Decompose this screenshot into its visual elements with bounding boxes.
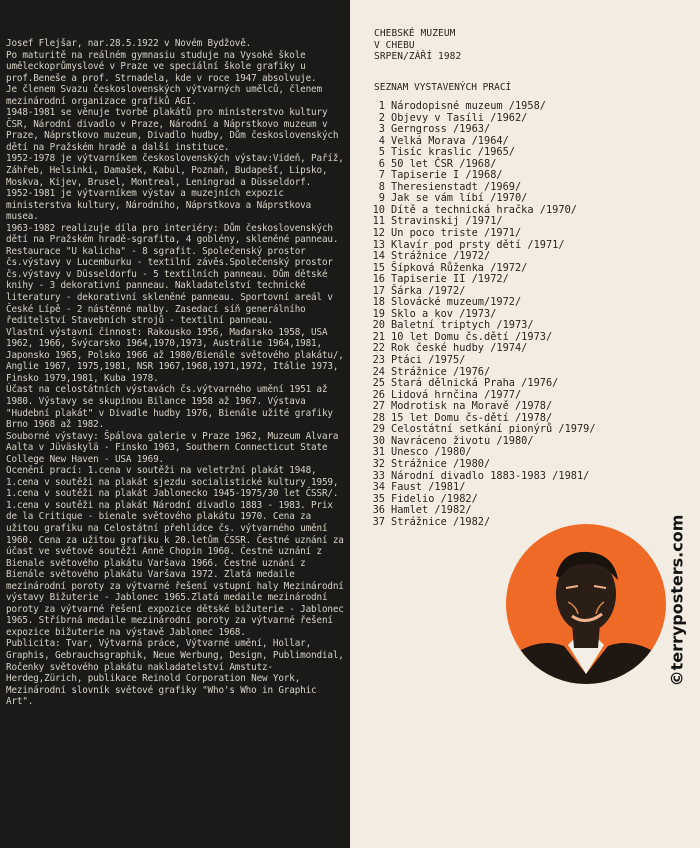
work-number: 29 xyxy=(372,423,385,436)
exhibition-date: SRPEN/ZÁŘÍ 1982 xyxy=(374,51,462,62)
work-title: Lidová hrnčina /1977/ xyxy=(391,388,522,401)
work-number: 37 xyxy=(372,515,385,528)
biography-text xyxy=(6,38,346,708)
work-title: Theresienstadt /1969/ xyxy=(391,180,522,193)
work-title: Velká Morava /1964/ xyxy=(391,134,509,147)
bio-paragraph: 1952-1978 je výtvarníkem československých výstav:Vídeň, Paříž, Záhřeb, Helsinki, Damašek, Kabul, Poznaň, Budapešť, Lipsko, Moskva, Kijev, Brusel, Montreal, Leningrad a Düsseldorf. xyxy=(6,153,344,188)
work-number: 8 xyxy=(378,180,385,193)
work-number: 28 xyxy=(372,411,385,424)
work-number: 13 xyxy=(372,238,385,251)
bio-paragraph: Josef Flejšar, nar.28.5.1922 v Novém Bydžově. xyxy=(6,38,252,49)
exhibition-panel xyxy=(350,0,700,848)
work-number: 25 xyxy=(372,377,385,390)
work-title: Sklo a kov /1973/ xyxy=(391,307,497,320)
work-title: 10 let Domu čs.dětí /1973/ xyxy=(391,330,553,343)
work-title: Objevy v Tasíli /1962/ xyxy=(391,111,528,124)
work-list-item xyxy=(368,228,668,240)
work-number: 22 xyxy=(372,342,385,355)
work-title: Tisíc kraslic /1965/ xyxy=(391,146,515,159)
work-number: 17 xyxy=(372,284,385,297)
work-number: 23 xyxy=(372,354,385,367)
work-title: 50 let ČSR /1968/ xyxy=(391,157,497,170)
work-number: 21 xyxy=(372,330,385,343)
work-title: Jak se vám líbí /1970/ xyxy=(391,192,528,205)
work-number: 26 xyxy=(372,388,385,401)
work-title: Strážnice /1972/ xyxy=(391,250,491,263)
work-number: 31 xyxy=(372,446,385,459)
bio-paragraph: Je členem Svazu československých výtvarných umělců, členem mezinárodní organizace grafiků AGI. xyxy=(6,84,322,107)
work-title: Modrotisk na Moravě /1978/ xyxy=(391,400,553,413)
work-title: Gerngross /1963/ xyxy=(391,123,491,136)
work-list-item xyxy=(368,251,668,263)
bio-paragraph: 1963-1982 realizuje díla pro interiéry: Dům československých dětí na Pražském hradě-sgrafita, 4 goblény, skleněné panneau. Restaurace "U kalicha" - 8 sgrafit. Společenský prostor čs.výstavy v Lucemburku - textilní závěs.Společenský prostor čs.výstavy v Düsseldorfu - 5 textilních panneau. Dům dětské knihy - 3 dekorativní panneau. Nakladatelství technické literatury - dekorativní skleněné panneau. Sportovní areál v České Lípě - 2 nástěnné malby. Zasedací síň generálního ředitelství Stavebních strojů - textilní panneau. xyxy=(6,222,339,327)
work-title: Šípková Růženka /1972/ xyxy=(391,261,528,274)
museum-header xyxy=(374,28,461,63)
work-title: Baletní triptych /1973/ xyxy=(391,319,534,332)
museum-city: V CHEBU xyxy=(374,39,415,51)
work-number: 16 xyxy=(372,273,385,286)
work-number: 1 xyxy=(378,100,385,112)
work-number: 24 xyxy=(372,365,385,378)
bio-paragraph: Vlastní výstavní činnost: Rakousko 1956, Maďarsko 1958, USA 1962, 1966, Švýcarsko 1964,1970,1973, Austrálie 1964,1981, Japonsko 1965, Polsko 1966 až 1980/Bienále světového plakátu/, Anglie 1967, 1975,1981, NSR 1967,1968,1971,1972, Itálie 1973, Finsko 1979,1981, Kuba 1978. xyxy=(6,326,344,384)
work-list-item xyxy=(368,517,668,529)
bio-paragraph: Ocenění prací: 1.cena v soutěži na veletržní plakát 1948, 1.cena v soutěži na plakát sjezdu socialistické kultury 1959, 1.cena v soutěži na plakát Jablonecko 1945-1975/30 let ČSSR/. 1.cena v soutěži na plakát Národní divadlo 1883 - 1983. Prix de la Critique - bienale světového plakátu 1970. Cena za užitou grafiku na Celostátní přehlídce čs. výtvarného umění 1960. Cena za užitou grafiku k 20.letům ČSSR. Čestné uznání za účast ve světové soutěži Anně Chopin 1960. Čestné uznání z Bienale světového plakátu Varšava 1966. Čestné uznání z Bienále světového plakátu Varšava 1972. Zlatá medaile mezinárodní poroty za výtvarné řešení vstupní haly Mezinárodní výstavy Bižuterie - Jablonec 1965.Zlatá medaile mezinárodní poroty za výtvarné řešení expozice dětské bižuterie - Jablonec 1965. Stříbrná medaile mezinárodní poroty za výtvarné řešení expozice bižuterie na výstavě Jablonec 1968. xyxy=(6,465,344,638)
work-title: Tapiserie II /1972/ xyxy=(391,273,509,286)
museum-name: CHEBSKÉ MUZEUM xyxy=(374,28,456,39)
work-title: Dítě a technická hračka /1970/ xyxy=(391,203,577,216)
work-number: 33 xyxy=(372,469,385,482)
bio-paragraph: Po maturitě na reálném gymnasiu studuje na Vysoké škole uměleckoprůmyslové v Praze ve speciální škole grafiky u prof.Beneše a prof. Strnadela, kde v roce 1947 absolvuje. xyxy=(6,49,317,84)
work-title: Ptáci /1975/ xyxy=(391,354,466,367)
work-number: 34 xyxy=(372,481,385,494)
work-number: 32 xyxy=(372,457,385,470)
work-list-item xyxy=(368,505,668,517)
bio-paragraph: Souborné výstavy: Špálova galerie v Praze 1962, Muzeum Alvara Aalta v Jüväskylä - Finsko 1963, Southern Connecticut State College New Haven - USA 1969. xyxy=(6,430,339,465)
work-list-item xyxy=(368,378,668,390)
work-title: Hamlet /1982/ xyxy=(391,504,472,517)
work-list-item xyxy=(368,124,668,136)
work-title: Strážnice /1980/ xyxy=(391,457,491,470)
work-title: Slovácké muzeum/1972/ xyxy=(391,296,522,309)
work-list-item xyxy=(368,482,668,494)
work-list-item xyxy=(368,355,668,367)
work-number: 36 xyxy=(372,504,385,517)
watermark-text: ©terryposters.com xyxy=(667,514,687,686)
portrait-illustration xyxy=(506,524,666,684)
work-number: 5 xyxy=(378,146,385,159)
work-number: 3 xyxy=(378,123,385,136)
work-list-item xyxy=(368,459,668,471)
work-title: Fidelio /1982/ xyxy=(391,492,478,505)
works-list xyxy=(368,101,668,528)
work-number: 10 xyxy=(372,203,385,216)
work-number: 11 xyxy=(372,215,385,228)
work-number: 35 xyxy=(372,492,385,505)
work-title: Klavír pod prsty dětí /1971/ xyxy=(391,238,565,251)
work-title: Rok české hudby /1974/ xyxy=(391,342,528,355)
work-list-item xyxy=(368,101,668,113)
work-title: Strážnice /1976/ xyxy=(391,365,491,378)
work-title: Celostátní setkání pionýrů /1979/ xyxy=(391,423,596,436)
portrait-photo xyxy=(506,524,666,684)
work-title: Unesco /1980/ xyxy=(391,446,472,459)
work-number: 12 xyxy=(372,227,385,240)
work-number: 4 xyxy=(378,134,385,147)
watermark xyxy=(659,500,695,700)
work-number: 30 xyxy=(372,434,385,447)
bio-paragraph: Publicita: Tvar, Výtvarná práce, Výtvarné umění, Hollar, Graphis, Gebrauchsgraphik, Neue Werbung, Design, Publimondial, Ročenky světového plakátu nakladatelství Amstutz-Herdeg,Zürich, publikace Reinold Corporation New York, Mezinárodní slovník světové grafiky "Who's Who in Graphic Art". xyxy=(6,638,344,708)
work-title: Tapiserie I /1968/ xyxy=(391,169,503,182)
work-title: Strážnice /1982/ xyxy=(391,515,491,528)
work-number: 15 xyxy=(372,261,385,274)
work-title: Un poco triste /1971/ xyxy=(391,227,522,240)
work-number: 6 xyxy=(378,157,385,170)
work-title: Šárka /1972/ xyxy=(391,284,466,297)
bio-paragraph: 1948-1981 se věnuje tvorbě plakátů pro ministerstvo kultury ČSR, Národní divadlo v Praze, Národní a Náprstkovo muzeum v Praze, Náprstkovo muzeum, Divadlo hudby, Dům československých dětí na Pražském hradě a další instituce. xyxy=(6,107,339,153)
work-number: 14 xyxy=(372,250,385,263)
work-number: 9 xyxy=(378,192,385,205)
work-number: 20 xyxy=(372,319,385,332)
works-list-title: SEZNAM VYSTAVENÝCH PRACÍ xyxy=(374,82,512,93)
work-list-item xyxy=(368,147,668,159)
work-number: 18 xyxy=(372,296,385,309)
work-number: 19 xyxy=(372,307,385,320)
bio-paragraph: Účast na celostátních výstavách čs.výtvarného umění 1951 až 1980. Výstavy se skupinou Bilance 1958 až 1967. Výstava "Hudební plakát" v Divadle hudby 1976, Bienále užité grafiky Brno 1968 až 1982. xyxy=(6,384,333,431)
work-title: Navráceno životu /1980/ xyxy=(391,434,534,447)
work-title: 15 let Domu čs-dětí /1978/ xyxy=(391,411,553,424)
work-title: Faust /1981/ xyxy=(391,481,466,494)
work-title: Stravinskij /1971/ xyxy=(391,215,503,228)
work-title: Stará dělnická Praha /1976/ xyxy=(391,377,559,390)
work-title: Národní divadlo 1883-1983 /1981/ xyxy=(391,469,590,482)
work-number: 2 xyxy=(378,111,385,124)
work-number: 7 xyxy=(378,169,385,182)
bio-paragraph: 1952-1981 je výtvarníkem výstav a muzejních expozic ministerstva kultury, Národního, Náprstkova a Náprstkova musea. xyxy=(6,188,312,223)
work-number: 27 xyxy=(372,400,385,413)
work-title: Národopisné muzeum /1958/ xyxy=(391,100,546,112)
